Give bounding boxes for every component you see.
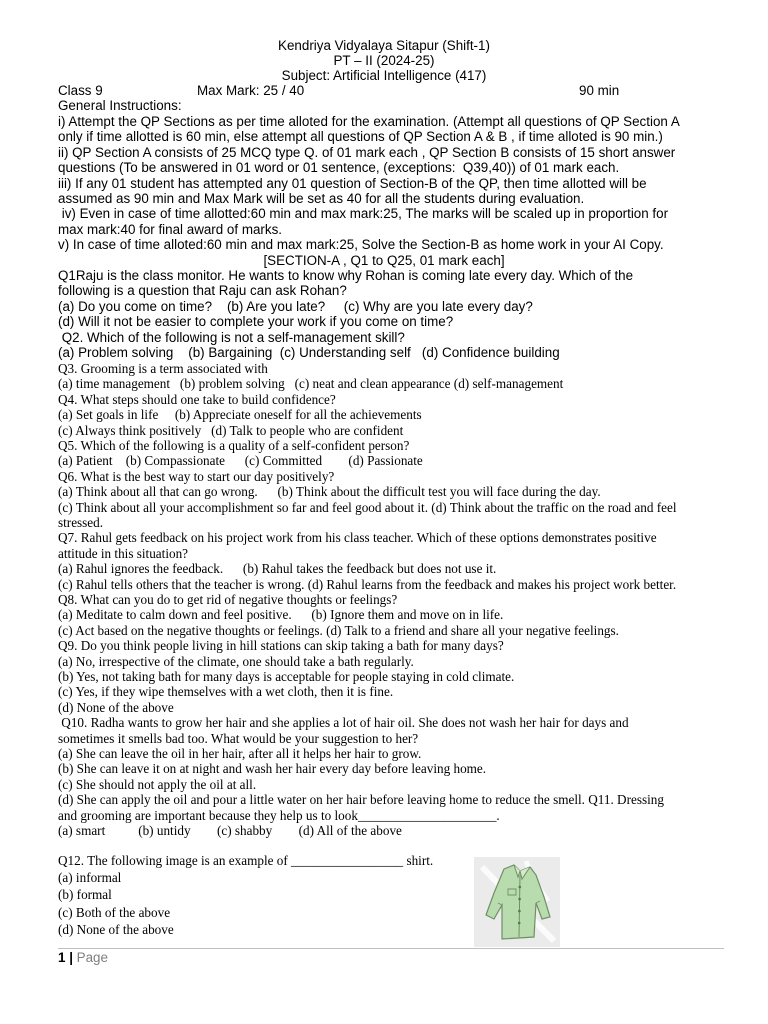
max-mark-label: Max Mark: 25 / 40: [197, 83, 305, 98]
instruction-line: i) Attempt the QP Sections as per time alloted for the examination. (Attempt all questions of QP Section A: [58, 114, 680, 129]
section-a-heading: [SECTION-A , Q1 to Q25, 01 mark each]: [263, 253, 505, 268]
class-label: Class 9: [58, 83, 103, 98]
page-label: Page: [76, 950, 108, 965]
question-line: stressed.: [58, 515, 104, 530]
question-line: (b) She can leave it on at night and wash her hair every day before leaving home.: [58, 761, 487, 777]
instruction-line: iii) If any 01 student has attempted any 01 question of Section-B of the QP, then time allotted will be: [58, 175, 647, 191]
question-line: (a) Meditate to calm down and feel positive. (b) Ignore them and move on in life.: [58, 607, 504, 623]
question-line: Q7. Rahul gets feedback on his project work from his class teacher. Which of these options demonstrates positive: [58, 530, 657, 546]
question-line: Q9. Do you think people living in hill stations can skip taking a bath for many days?: [58, 638, 504, 654]
question-line: (c) Act based on the negative thoughts or feelings. (d) Talk to a friend and share all your negative feelings.: [58, 622, 619, 638]
q12-option: (a) informal: [58, 870, 122, 885]
question-line: (d) None of the above: [58, 699, 174, 715]
question-line: Q8. What can you do to get rid of negative thoughts or feelings?: [58, 592, 398, 607]
question-line: (c) Yes, if they wipe themselves with a wet cloth, then it is fine.: [58, 684, 394, 700]
question-line: (a) smart (b) untidy (c) shabby (d) All of the above: [58, 823, 402, 838]
instruction-line: v) In case of time alloted:60 min and max mark:25, Solve the Section-B as home work in your AI Copy.: [58, 237, 664, 253]
instruction-line: only if time allotted is 60 min, else attempt all questions of QP Section A & B , if time alloted is 90 min.): [58, 129, 663, 145]
q12-option: (d) None of the above: [58, 922, 174, 937]
instruction-line: max mark:40 for final award of marks.: [58, 221, 282, 237]
question-line: following is a question that Raju can ask Rohan?: [58, 283, 347, 299]
question-line: and grooming are important because they help us to look_____________________.: [58, 807, 500, 823]
question-line: (a) Think about all that can go wrong. (b) Think about the difficult test you will face during the day.: [58, 484, 601, 500]
question-line: Q10. Radha wants to grow her hair and she applies a lot of hair oil. She does not wash her hair for days and: [58, 715, 629, 731]
q12-option: (b) formal: [58, 887, 112, 902]
question-line: Q1Raju is the class monitor. He wants to know why Rohan is coming late every day. Which of the: [58, 268, 634, 283]
question-line: (a) Rahul ignores the feedback. (b) Rahul takes the feedback but does not use it.: [58, 561, 497, 577]
question-line: (b) Yes, not taking bath for many days is acceptable for people staying in cold climate.: [58, 669, 515, 684]
question-line: (c) Always think positively (d) Talk to people who are confident: [58, 422, 404, 438]
question-line: (a) Do you come on time? (b) Are you late? (c) Why are you late every day?: [58, 298, 533, 314]
question-line: (d) Will it not be easier to complete your work if you come on time?: [58, 314, 454, 330]
shirt-illustration-icon: [474, 857, 560, 947]
page-number: 1: [58, 950, 66, 965]
question-line: Q4. What steps should one take to build confidence?: [58, 391, 336, 407]
time-label: 90 min: [579, 83, 620, 98]
question-line: (a) Problem solving (b) Bargaining (c) Understanding self (d) Confidence building: [58, 345, 560, 360]
question-line: (a) No, irrespective of the climate, one should take a bath regularly.: [58, 653, 414, 669]
instruction-line: assumed as 90 min and Max Mark will be set as 40 for all the students during evaluation.: [58, 191, 585, 206]
instruction-line: iv) Even in case of time allotted:60 min and max mark:25, The marks will be scaled up in proportion for: [58, 206, 669, 222]
exam-title: PT – II (2024-25): [333, 53, 435, 68]
instruction-line: ii) QP Section A consists of 25 MCQ type Q. of 01 mark each , QP Section B consists of 15 short answer: [58, 144, 676, 160]
question-line: (d) She can apply the oil and pour a little water on her hair before leaving home to reduce the smell. Q11. Dressing: [58, 792, 664, 808]
footer-divider: [58, 948, 724, 949]
question-line: Q6. What is the best way to start our day positively?: [58, 468, 335, 484]
q12-question: Q12. The following image is an example of _________________ shirt.: [58, 853, 434, 868]
page-separator: |: [69, 950, 73, 965]
question-line: Q2. Which of the following is not a self-management skill?: [58, 329, 405, 345]
question-line: (a) time management (b) problem solving (c) neat and clean appearance (d) self-management: [58, 376, 564, 392]
page-footer: [58, 950, 108, 966]
school-name: Kendriya Vidyalaya Sitapur (Shift-1): [278, 38, 490, 53]
question-line: (c) She should not apply the oil at all.: [58, 776, 257, 792]
question-line: (c) Rahul tells others that the teacher is wrong. (d) Rahul learns from the feedback and makes his project work better.: [58, 576, 677, 592]
question-line: attitude in this situation?: [58, 545, 189, 561]
question-line: Q5. Which of the following is a quality of a self-confident person?: [58, 438, 410, 453]
instructions-heading: General Instructions:: [58, 98, 182, 113]
q12-option: (c) Both of the above: [58, 905, 171, 920]
question-line: sometimes it smells bad too. What would be your suggestion to her?: [58, 730, 419, 746]
question-line: (a) Set goals in life (b) Appreciate oneself for all the achievements: [58, 407, 422, 423]
subject-title: Subject: Artificial Intelligence (417): [281, 68, 487, 83]
question-line: (c) Think about all your accomplishment so far and feel good about it. (d) Think about the traffic on the road and feel: [58, 499, 677, 515]
question-line: Q3. Grooming is a term associated with: [58, 361, 268, 376]
question-line: (a) Patient (b) Compassionate (c) Committed (d) Passionate: [58, 453, 423, 469]
question-line: (a) She can leave the oil in her hair, after all it helps her hair to grow.: [58, 746, 422, 761]
instruction-line: questions (To be answered in 01 word or 01 sentence, (exceptions: Q39,40)) of 01 mark each.: [58, 160, 620, 176]
